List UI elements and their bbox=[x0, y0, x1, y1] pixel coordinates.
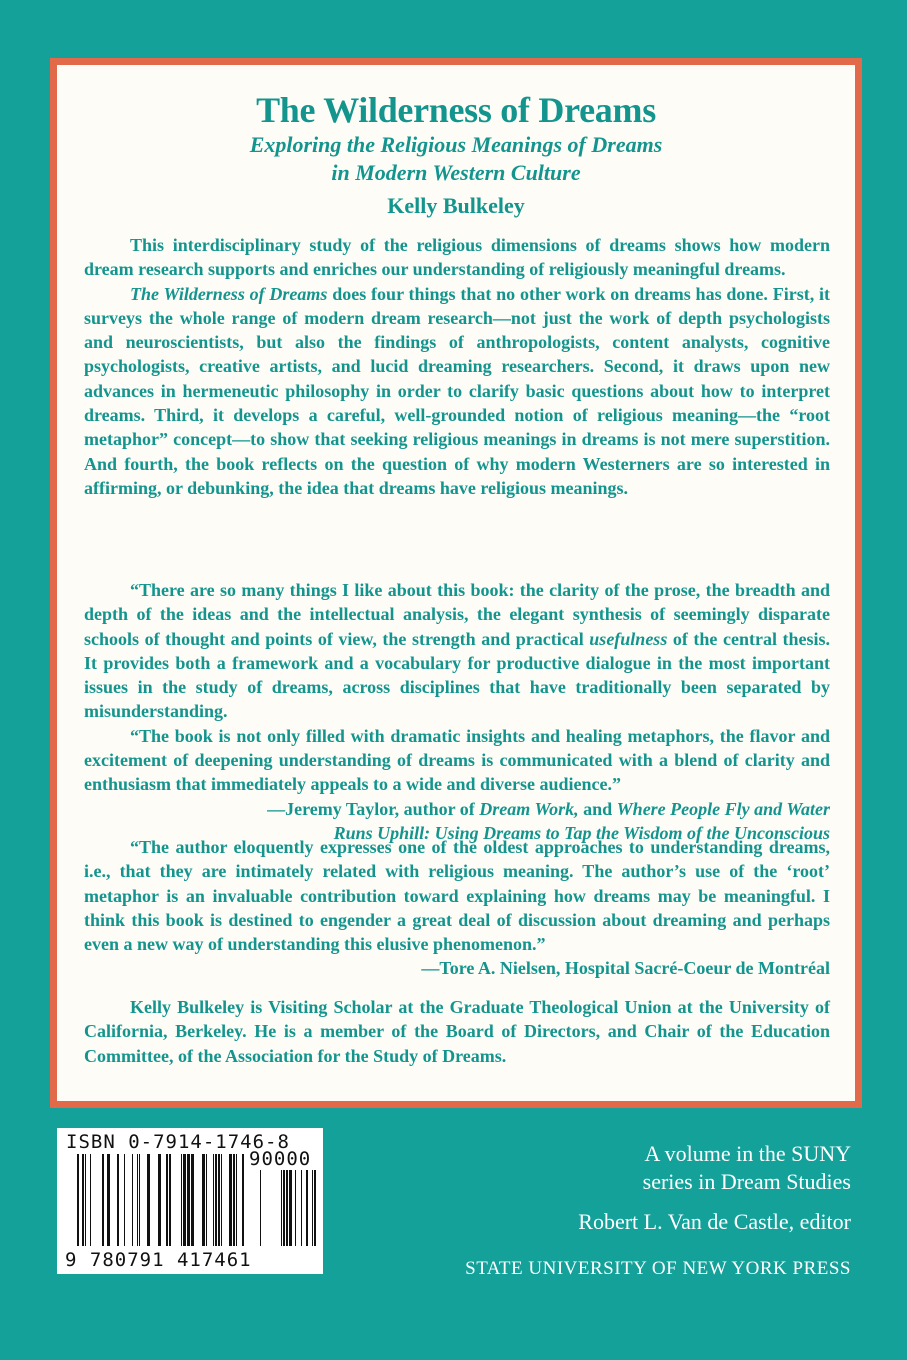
series-line-2: series in Dream Studies bbox=[642, 1169, 851, 1194]
barcode-bar bbox=[117, 1154, 119, 1246]
barcode-bar bbox=[124, 1154, 125, 1246]
barcode-bar bbox=[181, 1154, 182, 1246]
barcode-bar bbox=[233, 1154, 235, 1246]
author-bio bbox=[84, 995, 830, 1068]
quote-1 bbox=[84, 578, 830, 724]
quote-2-attribution-book-1: Dream Work, bbox=[479, 798, 579, 819]
barcode-bar bbox=[147, 1154, 150, 1246]
quote-1-text-a: “There are so many things I like about this book: the clarity of the prose, the breadth and depth of the ideas and the intellectual analysis, the elegant synthesis of seemingly disparate schools of thought and points of view, the strength and practical bbox=[84, 580, 830, 649]
quote-2: “The book is not only filled with dramatic insights and healing metaphors, the flavor and excitement of deepening understanding of dreams is communicated with a blend of clarity and enthusiasm that immediately appeals to a wide and diverse audience.” bbox=[84, 725, 830, 795]
quote-2-attribution-text: —Jeremy Taylor, author of bbox=[267, 798, 480, 819]
quote-1-emphasis: usefulness bbox=[589, 628, 668, 649]
quote-3-attribution: —Tore A. Nielsen, Hospital Sacré-Coeur de Montréal bbox=[421, 958, 830, 979]
barcode-bar bbox=[286, 1170, 288, 1246]
quote-1-text-b: of the central thesis. It provides both a framework and a vocabulary for productive dialogue in the most important issues in the study of dreams, across disciplines that have traditionally been separated by misunderstanding. bbox=[84, 628, 831, 722]
barcode-bar bbox=[191, 1154, 194, 1246]
barcode-bar bbox=[306, 1170, 308, 1246]
barcode-bar bbox=[169, 1154, 171, 1246]
barcode-bar bbox=[90, 1154, 91, 1246]
series-editor: Robert L. Van de Castle, editor bbox=[578, 1209, 851, 1234]
back-cover-panel bbox=[50, 58, 862, 1108]
barcode-bar bbox=[82, 1154, 84, 1246]
book-subtitle bbox=[57, 131, 855, 187]
barcode-bar bbox=[77, 1154, 79, 1246]
barcode-bar bbox=[215, 1154, 217, 1246]
barcode-bar bbox=[260, 1170, 261, 1246]
publisher: STATE UNIVERSITY OF NEW YORK PRESS bbox=[465, 1258, 851, 1279]
author-bio-paragraph bbox=[84, 995, 830, 1068]
book-title: The Wilderness of Dreams bbox=[256, 90, 656, 130]
barcode-bar bbox=[312, 1170, 313, 1246]
barcode bbox=[57, 1128, 323, 1274]
description bbox=[84, 233, 830, 500]
barcode-bar bbox=[139, 1154, 140, 1246]
description-paragraph-2 bbox=[84, 282, 830, 501]
author-bio-text: is Visiting Scholar at the Graduate Theological Union at the University of California, Berkeley. He is a member of the Board of Directors, and Chair of the Education Committee, of the Association for the Study of Dreams. bbox=[84, 997, 831, 1066]
barcode-bar bbox=[283, 1170, 285, 1246]
author-bio-name: Kelly Bulkeley bbox=[130, 997, 245, 1017]
barcode-bar bbox=[202, 1154, 205, 1246]
barcode-bar bbox=[236, 1154, 237, 1246]
ean-number: 9 780791 417461 bbox=[65, 1249, 252, 1271]
barcode-bar bbox=[187, 1154, 190, 1246]
barcode-bar bbox=[314, 1170, 316, 1246]
review-quotes bbox=[84, 578, 830, 845]
barcode-bar bbox=[221, 1154, 222, 1246]
barcode-bar bbox=[218, 1154, 220, 1246]
subtitle-line-2: in Modern Western Culture bbox=[331, 160, 581, 185]
book-author: Kelly Bulkeley bbox=[387, 193, 525, 218]
series-line-1: A volume in the SUNY bbox=[644, 1141, 851, 1166]
review-quote-3 bbox=[84, 835, 830, 981]
barcode-bar bbox=[281, 1170, 282, 1246]
barcode-bar bbox=[102, 1154, 104, 1246]
description-paragraph-1: This interdisciplinary study of the religious dimensions of dreams shows how modern dream research supports and enriches our understanding of religiously meaningful dreams. bbox=[84, 235, 830, 280]
description-book-title: The Wilderness of Dreams bbox=[130, 283, 328, 304]
isbn-number: ISBN 0-7914-1746-8 bbox=[66, 1131, 290, 1153]
barcode-bar bbox=[183, 1154, 186, 1246]
subtitle-line-1: Exploring the Religious Meanings of Dreams bbox=[249, 132, 663, 157]
barcode-bar bbox=[289, 1170, 292, 1246]
series-info bbox=[578, 1140, 851, 1236]
barcode-bar bbox=[242, 1154, 244, 1246]
barcode-bar bbox=[137, 1154, 138, 1246]
barcode-bar bbox=[158, 1154, 161, 1246]
barcode-bar bbox=[295, 1170, 296, 1246]
description-paragraph-2-text: does four things that no other work on dreams has done. First, it surveys the whole range of modern dream research—not just the work of depth psychologists and neuroscientists, but also the findings of anthropologists, content analysts, cognitive psychologists, creative artists, and lucid dreaming researchers. Second, it draws upon new advances in hermeneutic philosophy in order to clarify basic questions about how to interpret dreams. Third, it develops a careful, well-grounded notion of religious meaning—the “root metaphor” concept—to show that seeking religious meanings in dreams is not mere superstition. And fourth, the book reflects on the question of why modern Westerners are so interested in affirming, or debunking, the idea that dreams have religious meanings. bbox=[84, 283, 830, 498]
barcode-bar bbox=[166, 1154, 168, 1246]
quote-2-attribution-book-2b: Runs Uphill: Using Dreams to Tap the Wisdom of the Unconscious bbox=[333, 822, 830, 843]
barcode-bar bbox=[85, 1154, 86, 1246]
barcode-bar bbox=[213, 1154, 214, 1246]
barcode-bar bbox=[132, 1154, 133, 1246]
quote-2-attribution-and: and bbox=[578, 798, 617, 819]
barcode-bar bbox=[107, 1154, 110, 1246]
price-code: 90000 bbox=[249, 1148, 312, 1170]
barcode-bar bbox=[206, 1154, 207, 1246]
quote-2-attribution-book-2a: Where People Fly and Water bbox=[616, 798, 830, 819]
quote-3: “The author eloquently expresses one of the oldest approaches to understanding dreams, i.e., that they are intimately related with religious meaning. The author’s use of the ‘root’ metaphor is an invaluable contribution toward explaining how dreams may be meaningful. I think this book is destined to engender a great deal of discussion about dreaming and perhaps even a new way of understanding this elusive phenomenon.” bbox=[84, 837, 830, 955]
barcode-bar bbox=[229, 1154, 232, 1246]
barcode-bar bbox=[301, 1170, 302, 1246]
